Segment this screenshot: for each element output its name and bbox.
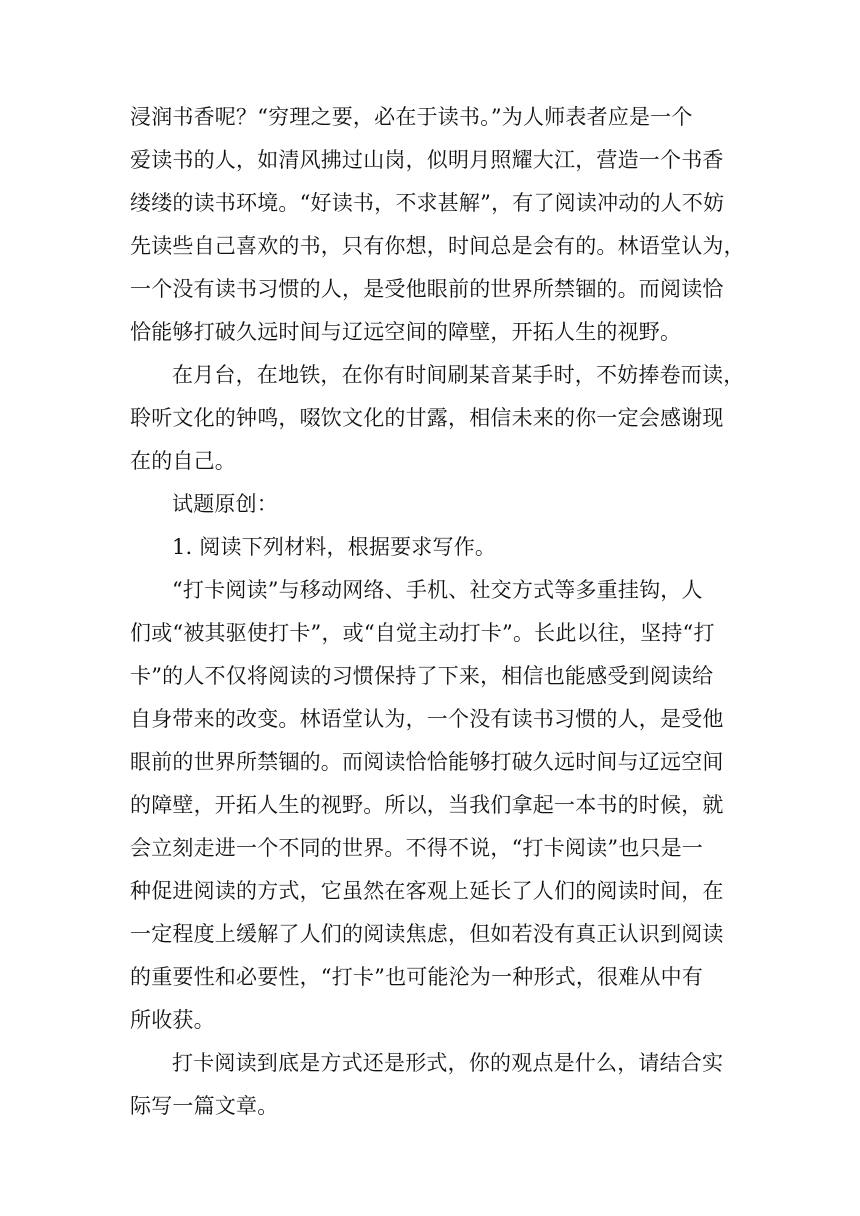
section-label: 试题原创： [172, 492, 278, 516]
paragraph-start-line: 打卡阅读到底是方式还是形式，你的观点是什么，请结合实 [172, 1051, 724, 1075]
text-line: 恰能够打破久远时间与辽远空间的障壁，开拓人生的视野。 [130, 320, 682, 344]
text-line: 的重要性和必要性，“打卡”也可能沦为一种形式，很难从中有 [130, 965, 704, 989]
text-line: 际写一篇文章。 [130, 1094, 279, 1118]
text-line: 们或“被其驱使打卡”，或“自觉主动打卡”。长此以往，坚持“打 [130, 621, 715, 645]
text-line: 卡”的人不仅将阅读的习惯保持了下来，相信也能感受到阅读给 [130, 664, 714, 688]
text-line: 爱读书的人，如清风拂过山岗，似明月照耀大江，营造一个书香 [130, 148, 724, 172]
text-line: 先读些自己喜欢的书，只有你想，时间总是会有的。林语堂认为， [130, 234, 745, 258]
document-body [130, 96, 745, 1128]
text-line: 眼前的世界所禁锢的。而阅读恰恰能够打破久远时间与辽远空间 [130, 750, 724, 774]
text-line: 的障壁，开拓人生的视野。所以，当我们拿起一本书的时候，就 [130, 793, 724, 817]
text-line: 一个没有读书习惯的人，是受他眼前的世界所禁锢的。而阅读恰 [130, 277, 724, 301]
text-line: 种促进阅读的方式，它虽然在客观上延长了人们的阅读时间，在 [130, 879, 724, 903]
text-line: 聆听文化的钟鸣，啜饮文化的甘露，相信未来的你一定会感谢现 [130, 406, 724, 430]
text-line: 所收获。 [130, 1008, 215, 1032]
text-line: 在的自己。 [130, 449, 236, 473]
paragraph-start-line: “打卡阅读”与移动网络、手机、社交方式等多重挂钩，人 [172, 578, 703, 602]
text-line: 一定程度上缓解了人们的阅读焦虑，但如若没有真正认识到阅读 [130, 922, 724, 946]
text-line: 缕缕的读书环境。“好读书，不求甚解”，有了阅读冲动的人不妨 [130, 191, 725, 215]
text-line: 浸润书香呢？“穷理之要，必在于读书。”为人师表者应是一个 [130, 105, 693, 129]
text-line: 会立刻走进一个不同的世界。不得不说，“打卡阅读”也只是一 [130, 836, 704, 860]
paragraph-start-line: 在月台，在地铁，在你有时间刷某音某手时，不妨捧卷而读， [172, 363, 745, 387]
question-heading: 1. 阅读下列材料，根据要求写作。 [172, 535, 497, 559]
text-line: 自身带来的改变。林语堂认为，一个没有读书习惯的人，是受他 [130, 707, 724, 731]
